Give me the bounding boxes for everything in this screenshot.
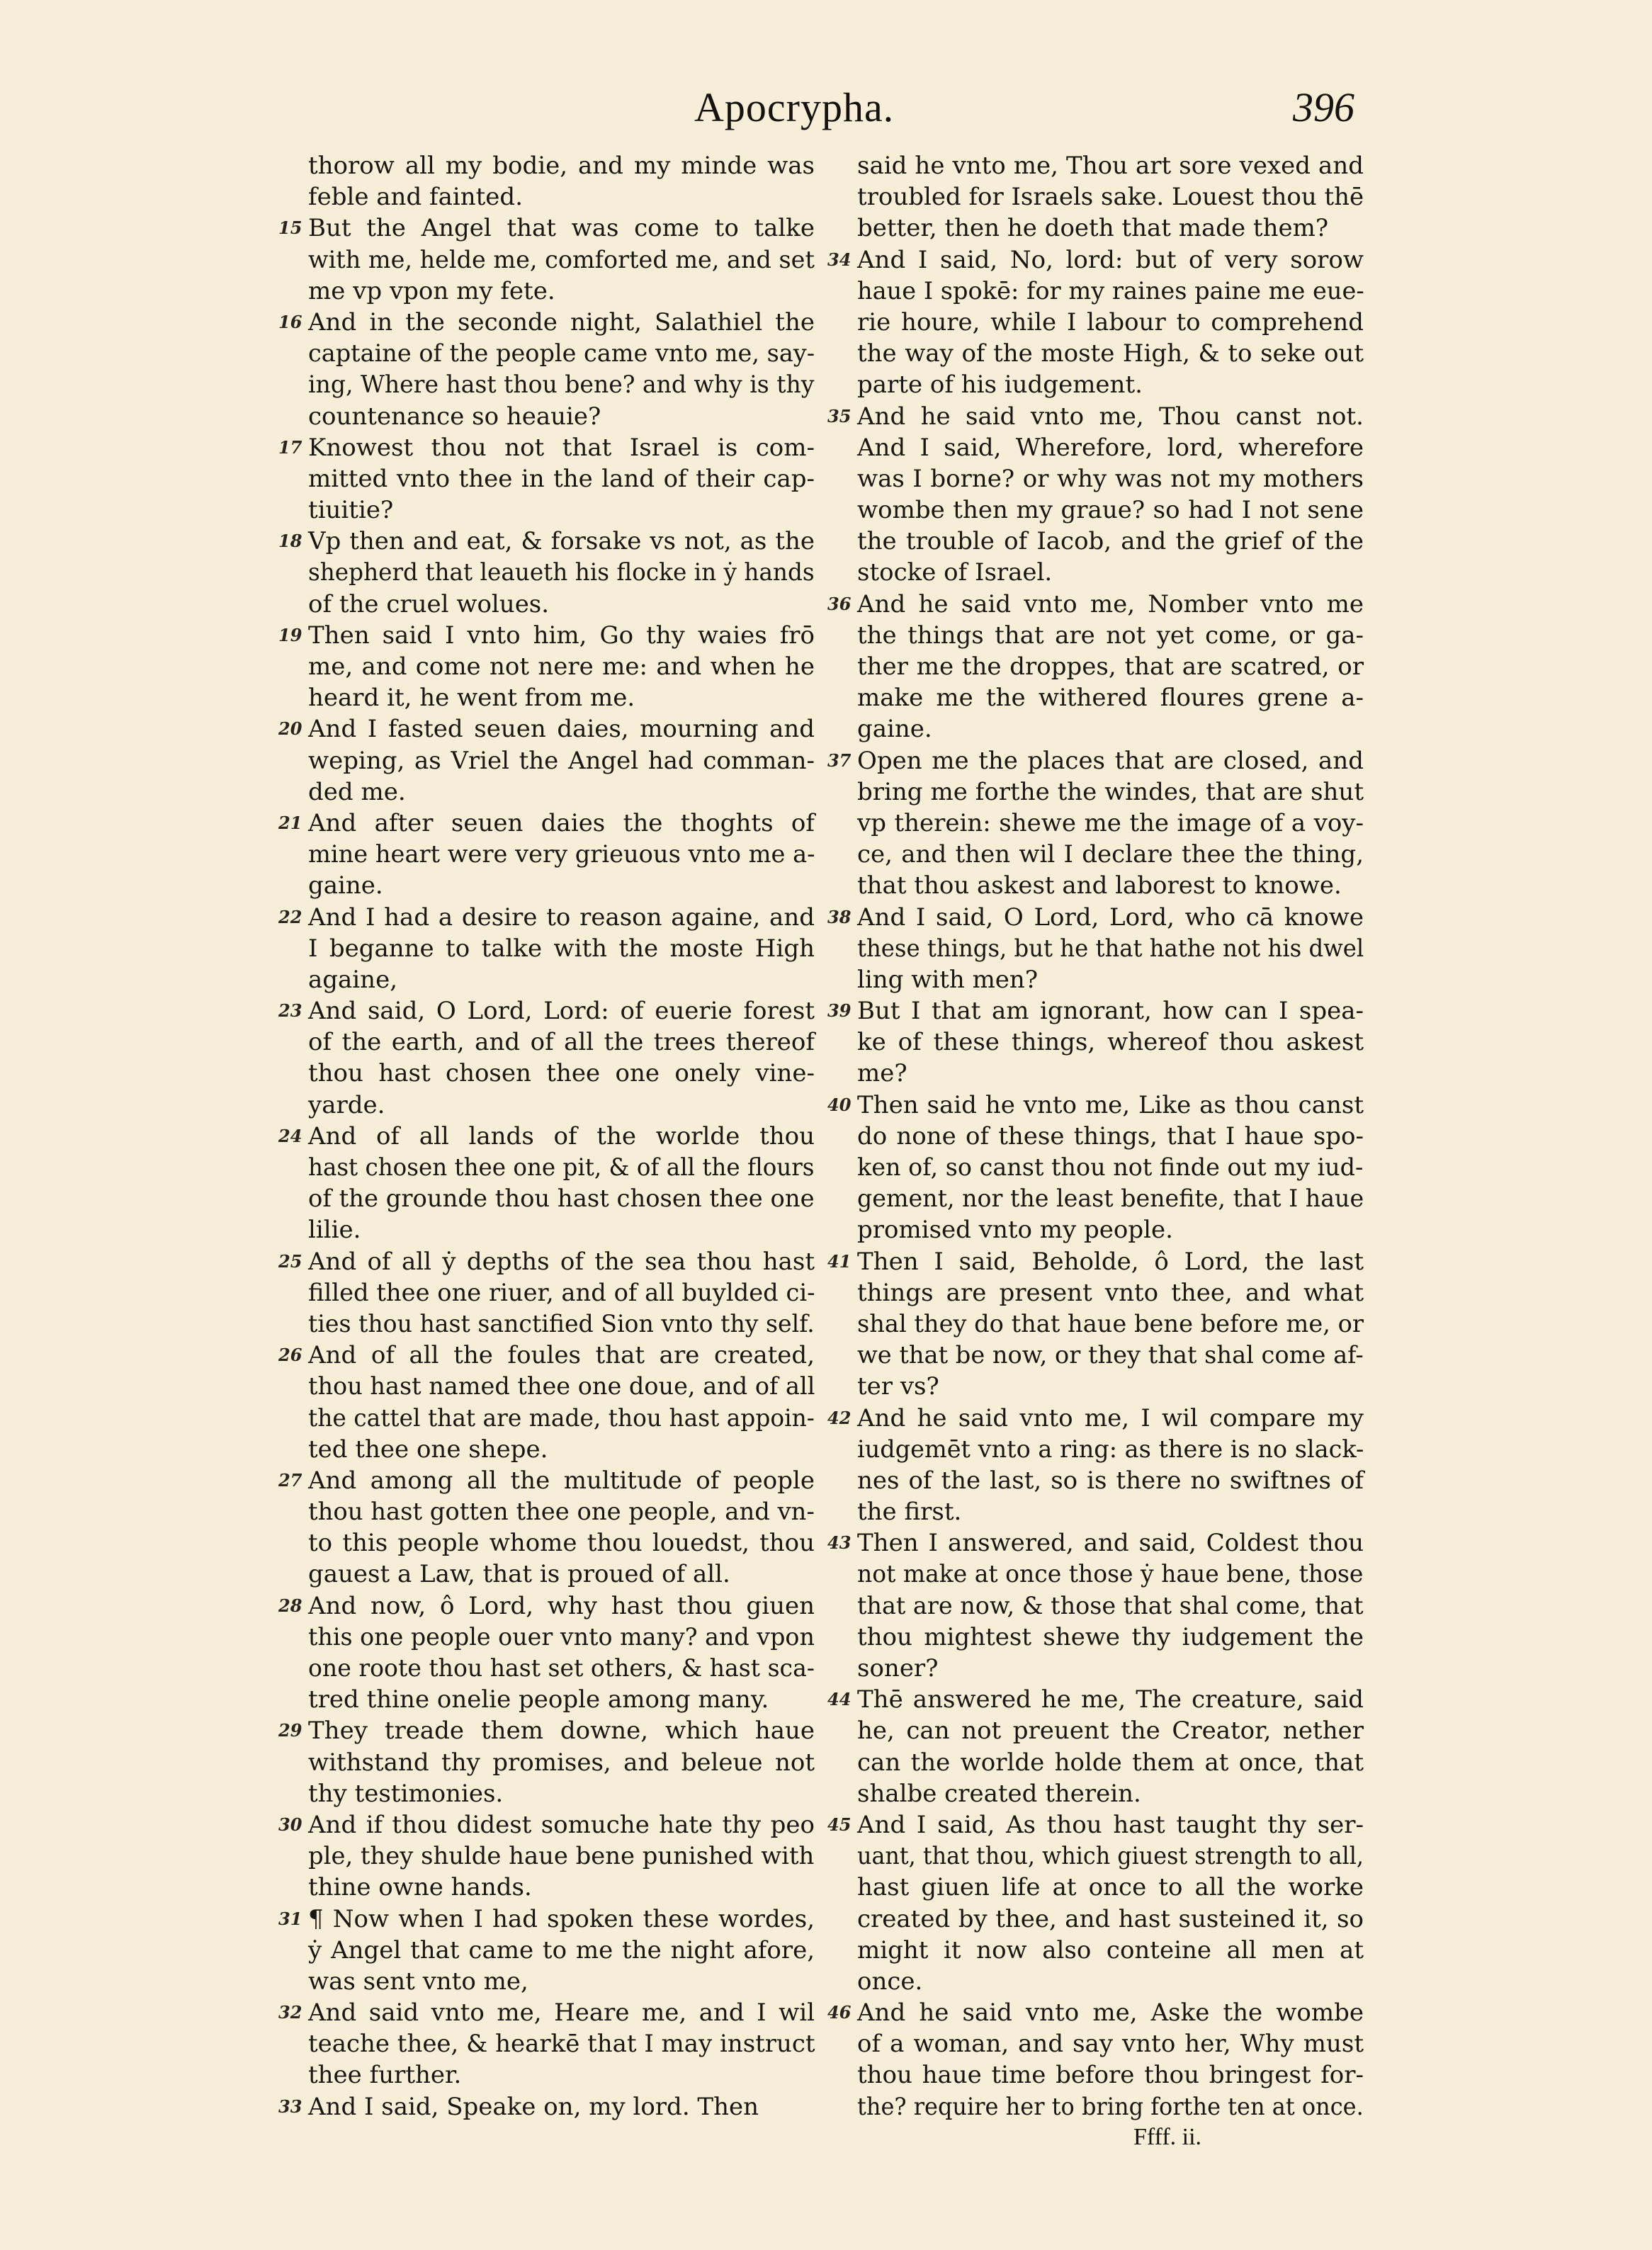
- text-line: [827, 1809, 1366, 1841]
- line-text: wombe then my graue? so had I not sene: [857, 496, 1364, 525]
- line-text: thorow all my bodie, and my minde was: [308, 152, 815, 180]
- line-text: we that be now, or they that shal come af-: [857, 1341, 1364, 1370]
- text-line: [278, 1684, 817, 1715]
- text-line: [827, 401, 1366, 432]
- text-line: [827, 1277, 1366, 1308]
- text-line: [827, 1308, 1366, 1340]
- verse-number: 16: [278, 311, 302, 332]
- text-line: [278, 1935, 817, 1966]
- running-head-title: Apocrypha.: [694, 84, 895, 130]
- line-text: shalbe created therein.: [857, 1779, 1141, 1808]
- text-line: [278, 1183, 817, 1214]
- text-line: [827, 589, 1366, 620]
- text-line: [278, 995, 817, 1027]
- verse-number: 44: [827, 1689, 852, 1710]
- line-text: And of all the foules that are created,: [308, 1341, 815, 1370]
- verse-number: 26: [278, 1345, 302, 1366]
- text-line: [278, 557, 817, 588]
- text-line: [278, 713, 817, 745]
- text-line: [827, 307, 1366, 338]
- verse-number: 43: [827, 1532, 852, 1554]
- line-text: the cattel that are made, thou hast appoin-: [308, 1403, 815, 1432]
- text-line: [278, 2028, 817, 2059]
- line-text: me vp vpon my fete.: [308, 276, 555, 305]
- line-text: gement, nor the least benefite, that I haue: [857, 1185, 1364, 1214]
- text-line: [278, 338, 817, 369]
- right-text-column: [827, 150, 1366, 2122]
- text-line: [827, 651, 1366, 682]
- text-line: [827, 1622, 1366, 1653]
- line-text: do none of these things, that I haue spo-: [857, 1121, 1364, 1151]
- text-line: [827, 1841, 1366, 1872]
- text-line: [827, 213, 1366, 244]
- line-text: Then I said, Beholde, ô Lord, the last: [857, 1247, 1364, 1276]
- verse-number: 20: [278, 718, 302, 740]
- verse-number: 31: [278, 1908, 302, 1929]
- text-line: [827, 494, 1366, 526]
- text-line: [827, 1183, 1366, 1214]
- text-line: [827, 933, 1366, 964]
- text-line: [827, 1747, 1366, 1778]
- line-text: these things, but he that hathe not his dwel: [857, 934, 1364, 963]
- text-line: [827, 244, 1366, 276]
- text-line: [278, 1590, 817, 1622]
- text-line: [278, 839, 817, 870]
- text-line: [278, 870, 817, 901]
- text-line: [278, 589, 817, 620]
- verse-number: 32: [278, 2002, 302, 2023]
- text-line: [278, 1653, 817, 1684]
- line-text: And if thou didest somuche hate thy peo: [308, 1810, 815, 1839]
- line-text: gaine.: [308, 871, 383, 900]
- text-line: [278, 651, 817, 682]
- text-line: [278, 1121, 817, 1152]
- verse-number: 17: [278, 436, 302, 458]
- text-line: [278, 213, 817, 244]
- text-line: [827, 1340, 1366, 1371]
- line-text: vp therein: shewe me the image of a voy-: [857, 808, 1364, 837]
- text-line: [827, 1403, 1366, 1434]
- text-line: [278, 1246, 817, 1277]
- verse-number: 27: [278, 1469, 302, 1491]
- line-text: ted thee one shepe.: [308, 1435, 548, 1464]
- text-line: [278, 2059, 817, 2091]
- text-line: [827, 1527, 1366, 1559]
- line-text: stocke of Israel.: [857, 558, 1053, 587]
- text-line: [827, 1121, 1366, 1152]
- line-text: thine owne hands.: [308, 1873, 532, 1902]
- text-line: [827, 557, 1366, 588]
- text-line: [278, 1622, 817, 1653]
- text-line: [827, 181, 1366, 213]
- text-line: [827, 1904, 1366, 1935]
- text-line: [827, 2028, 1366, 2059]
- text-line: [278, 181, 817, 213]
- verse-number: 15: [278, 217, 302, 239]
- line-text: of the grounde thou hast chosen thee one: [308, 1185, 815, 1214]
- line-text: Open me the places that are closed, and: [857, 746, 1364, 775]
- line-text: uant, that thou, which giuest strength to all,: [857, 1842, 1364, 1871]
- signature-mark: Ffff. ii.: [1133, 2124, 1202, 2150]
- text-line: [827, 1246, 1366, 1277]
- line-text: make me the withered floures grene a-: [857, 684, 1364, 713]
- line-text: was I borne? or why was not my mothers: [857, 464, 1364, 493]
- line-text: hast giuen life at once to all the worke: [857, 1873, 1364, 1902]
- text-line: [278, 776, 817, 808]
- verse-number: 30: [278, 1814, 302, 1835]
- line-text: And I said, Wherefore, lord, wherefore: [857, 433, 1364, 462]
- text-line: [827, 1778, 1366, 1809]
- text-line: [278, 1058, 817, 1089]
- text-line: [827, 776, 1366, 808]
- text-line: [278, 1872, 817, 1903]
- line-text: gauest a Law, that is proued of all.: [308, 1560, 730, 1589]
- text-line: [827, 150, 1366, 181]
- text-line: [827, 808, 1366, 839]
- line-text: againe,: [308, 965, 398, 994]
- verse-number: 24: [278, 1125, 302, 1146]
- line-text: And he said vnto me, Thou canst not.: [857, 402, 1364, 431]
- text-line: [827, 745, 1366, 776]
- text-line: [278, 964, 817, 995]
- line-text: Knowest thou not that Israel is com-: [308, 433, 815, 462]
- line-text: Vp then and eat, & forsake vs not, as the: [308, 527, 815, 556]
- text-line: [278, 1371, 817, 1402]
- line-text: And of all ẏ depths of the sea thou hast: [308, 1247, 815, 1276]
- line-text: me?: [857, 1059, 907, 1088]
- line-text: promised vnto my people.: [857, 1216, 1173, 1245]
- line-text: tiuitie?: [308, 496, 394, 525]
- text-line: [827, 1090, 1366, 1121]
- line-text: shal they do that haue bene before me, or: [857, 1309, 1364, 1338]
- text-line: [827, 1058, 1366, 1089]
- verse-number: 23: [278, 1000, 302, 1022]
- text-line: [278, 933, 817, 964]
- line-text: But the Angel that was come to talke: [308, 214, 815, 243]
- line-text: And he said vnto me, I wil compare my: [857, 1403, 1364, 1432]
- line-text: ce, and then wil I declare thee the thing,: [857, 840, 1364, 869]
- line-text: ¶ Now when I had spoken these wordes,: [308, 1904, 815, 1933]
- verse-number: 28: [278, 1595, 302, 1616]
- line-text: And of all lands of the worlde thou: [308, 1121, 815, 1151]
- text-line: [278, 902, 817, 933]
- line-text: withstand thy promises, and beleue not: [308, 1748, 815, 1777]
- text-line: [827, 713, 1366, 745]
- line-text: bring me forthe the windes, that are shut: [857, 777, 1364, 806]
- line-text: thee further.: [308, 2061, 462, 2090]
- line-text: countenance so heauie?: [308, 402, 601, 431]
- text-line: [827, 1715, 1366, 1746]
- line-text: with me, helde me, comforted me, and set: [308, 245, 815, 274]
- text-line: [278, 494, 817, 526]
- text-line: [278, 1747, 817, 1778]
- line-text: might it now also conteine all men at: [857, 1935, 1364, 1964]
- verse-number: 33: [278, 2096, 302, 2117]
- text-line: [827, 369, 1366, 400]
- line-text: rie houre, while I labour to comprehend: [857, 307, 1364, 337]
- verse-number: 46: [827, 2002, 852, 2023]
- text-line: [278, 1214, 817, 1245]
- line-text: that are now, & those that shal come, that: [857, 1591, 1364, 1620]
- line-text: ling with men?: [857, 965, 1039, 994]
- text-line: [827, 1590, 1366, 1622]
- verse-number: 45: [827, 1814, 852, 1835]
- text-line: [278, 369, 817, 400]
- line-text: filled thee one riuer, and of all buylded ci-: [308, 1278, 815, 1307]
- line-text: And after seuen daies the thoghts of: [308, 808, 815, 837]
- line-text: mine heart were very grieuous vnto me a-: [308, 840, 815, 869]
- line-text: weping, as Vriel the Angel had comman-: [308, 746, 815, 775]
- line-text: thou mightest shewe thy iudgement the: [857, 1622, 1364, 1651]
- line-text: of the earth, and of all the trees thereof: [308, 1028, 815, 1057]
- line-text: ded me.: [308, 777, 406, 806]
- line-text: the first.: [857, 1498, 962, 1527]
- line-text: thy testimonies.: [308, 1779, 504, 1808]
- line-text: ẏ Angel that came to me the night afore,: [308, 1935, 815, 1964]
- line-text: me, and come not nere me: and when he: [308, 652, 815, 681]
- line-text: of a woman, and say vnto her, Why must: [857, 2030, 1364, 2059]
- line-text: created by thee, and hast susteined it, so: [857, 1904, 1364, 1933]
- text-line: [827, 1872, 1366, 1903]
- text-line: [827, 1935, 1366, 1966]
- text-line: [827, 1496, 1366, 1527]
- verse-number: 18: [278, 531, 302, 552]
- line-text: thou hast named thee one doue, and of all: [308, 1372, 815, 1401]
- line-text: ke of these things, whereof thou askest: [857, 1028, 1364, 1057]
- line-text: And among all the multitude of people: [308, 1466, 815, 1495]
- verse-number: 40: [827, 1094, 852, 1115]
- line-text: And now, ô Lord, why hast thou giuen: [308, 1591, 815, 1620]
- line-text: And I said, O Lord, Lord, who cā knowe: [857, 903, 1364, 932]
- verse-number: 37: [827, 750, 852, 771]
- text-line: [278, 745, 817, 776]
- text-line: [827, 1997, 1366, 2028]
- verse-number: 22: [278, 906, 302, 927]
- text-line: [827, 526, 1366, 557]
- text-line: [278, 1434, 817, 1465]
- verse-number: 41: [827, 1250, 852, 1272]
- line-text: And I fasted seuen daies, mourning and: [308, 715, 815, 744]
- text-line: [278, 432, 817, 463]
- line-text: one roote thou hast set others, & hast sca-: [308, 1654, 815, 1683]
- line-text: captaine of the people came vnto me, say-: [308, 339, 815, 368]
- line-text: soner?: [857, 1654, 939, 1683]
- text-line: [827, 1371, 1366, 1402]
- verse-number: 34: [827, 249, 852, 270]
- line-text: ther me the droppes, that are scatred, or: [857, 652, 1364, 681]
- text-line: [827, 1465, 1366, 1496]
- text-line: [278, 1904, 817, 1935]
- left-text-column: [278, 150, 817, 2122]
- text-line: [827, 2091, 1366, 2122]
- line-text: thou hast gotten thee one people, and vn-: [308, 1498, 815, 1527]
- line-text: was sent vnto me,: [308, 1967, 528, 1996]
- text-line: [827, 1152, 1366, 1183]
- line-text: can the worlde holde them at once, that: [857, 1748, 1364, 1777]
- text-line: [278, 2091, 817, 2122]
- text-line: [827, 839, 1366, 870]
- text-line: [278, 1340, 817, 1371]
- text-line: [278, 1152, 817, 1183]
- line-text: to this people whome thou louedst, thou: [308, 1529, 815, 1558]
- text-line: [278, 620, 817, 651]
- text-line: [278, 1027, 817, 1058]
- text-line: [827, 338, 1366, 369]
- text-line: [278, 244, 817, 276]
- text-line: [278, 1997, 817, 2028]
- text-line: [278, 526, 817, 557]
- text-line: [827, 1559, 1366, 1590]
- text-line: [278, 276, 817, 307]
- text-line: [278, 808, 817, 839]
- text-line: [827, 682, 1366, 713]
- line-text: Thē answered he me, The creature, said: [857, 1685, 1364, 1714]
- line-text: that thou askest and laborest to knowe.: [857, 871, 1342, 900]
- text-line: [278, 1090, 817, 1121]
- line-text: And in the seconde night, Salathiel the: [308, 307, 815, 337]
- line-text: They treade them downe, which haue: [308, 1717, 815, 1746]
- verse-number: 39: [827, 1000, 852, 1022]
- text-line: [278, 682, 817, 713]
- text-line: [827, 964, 1366, 995]
- text-line: [827, 463, 1366, 494]
- page-number: 396: [1293, 84, 1354, 130]
- line-text: hast chosen thee one pit, & of all the flours: [308, 1153, 815, 1182]
- text-line: [278, 1527, 817, 1559]
- line-text: heard it, he went from me.: [308, 684, 635, 713]
- text-line: [827, 1653, 1366, 1684]
- verse-number: 19: [278, 624, 302, 645]
- text-line: [827, 1214, 1366, 1245]
- text-line: [278, 1559, 817, 1590]
- text-line: [278, 401, 817, 432]
- line-text: the trouble of Iacob, and the grief of the: [857, 527, 1364, 556]
- text-line: [827, 432, 1366, 463]
- line-text: not make at once those ẏ haue bene, those: [857, 1560, 1364, 1589]
- line-text: ple, they shulde haue bene punished with: [308, 1842, 815, 1871]
- line-text: thou hast chosen thee one onely vine-: [308, 1059, 815, 1088]
- line-text: And I said, As thou hast taught thy ser-: [857, 1810, 1364, 1839]
- line-text: nes of the last, so is there no swiftnes of: [857, 1466, 1364, 1495]
- line-text: feble and fainted.: [308, 183, 523, 212]
- line-text: better, then he doeth that made them?: [857, 214, 1329, 243]
- text-line: [827, 995, 1366, 1027]
- verse-number: 21: [278, 812, 302, 833]
- text-line: [278, 1778, 817, 1809]
- line-text: this one people ouer vnto many? and vpon: [308, 1622, 815, 1651]
- verse-number: 42: [827, 1407, 852, 1428]
- line-text: yarde.: [308, 1090, 385, 1119]
- line-text: I beganne to talke with the moste High: [308, 934, 815, 963]
- line-text: And I said, No, lord: but of very sorow: [857, 245, 1364, 274]
- line-text: tred thine onelie people among many.: [308, 1685, 769, 1714]
- line-text: And I had a desire to reason againe, and: [308, 903, 815, 932]
- line-text: haue I spokē: for my raines paine me eue-: [857, 276, 1364, 305]
- line-text: And he said vnto me, Nomber vnto me: [857, 589, 1364, 618]
- text-line: [827, 870, 1366, 901]
- verse-number: 35: [827, 405, 852, 426]
- line-text: thou haue time before thou bringest for-: [857, 2061, 1364, 2090]
- text-line: [278, 1277, 817, 1308]
- text-line: [278, 1403, 817, 1434]
- line-text: the? require her to bring forthe ten at once.: [857, 2092, 1364, 2121]
- text-line: [278, 463, 817, 494]
- line-text: teache thee, & hearkē that I may instruct: [308, 2030, 815, 2059]
- text-line: [827, 1027, 1366, 1058]
- line-text: And I said, Speake on, my lord. Then: [308, 2092, 759, 2121]
- text-line: [827, 620, 1366, 651]
- line-text: And he said vnto me, Aske the wombe: [857, 1999, 1364, 2028]
- text-line: [827, 276, 1366, 307]
- line-text: iudgemēt vnto a ring: as there is no slack-: [857, 1435, 1364, 1464]
- text-line: [278, 1841, 817, 1872]
- line-text: And said, O Lord, Lord: of euerie forest: [308, 997, 815, 1026]
- line-text: lilie.: [308, 1216, 361, 1245]
- line-text: Then said I vnto him, Go thy waies frō: [308, 621, 815, 650]
- line-text: ter vs?: [857, 1372, 939, 1401]
- line-text: gaine.: [857, 715, 932, 744]
- line-text: Then I answered, and said, Coldest thou: [857, 1529, 1364, 1558]
- text-line: [827, 1966, 1366, 1997]
- text-line: [278, 1966, 817, 1997]
- text-line: [278, 150, 817, 181]
- text-line: [278, 1308, 817, 1340]
- text-line: [278, 307, 817, 338]
- text-line: [278, 1465, 817, 1496]
- text-line: [278, 1496, 817, 1527]
- line-text: shepherd that leaueth his flocke in ẏ hands: [308, 558, 815, 587]
- text-line: [278, 1715, 817, 1746]
- line-text: mitted vnto thee in the land of their cap-: [308, 464, 815, 493]
- line-text: ties thou hast sanctified Sion vnto thy self.: [308, 1309, 815, 1338]
- text-line: [827, 1684, 1366, 1715]
- line-text: he, can not preuent the Creator, nether: [857, 1717, 1364, 1746]
- verse-number: 25: [278, 1250, 302, 1272]
- line-text: ken of, so canst thou not finde out my iud-: [857, 1153, 1364, 1182]
- line-text: said he vnto me, Thou art sore vexed and: [857, 152, 1364, 180]
- text-line: [827, 902, 1366, 933]
- line-text: of the cruel wolues.: [308, 589, 550, 618]
- line-text: ing, Where hast thou bene? and why is thy: [308, 371, 815, 400]
- text-line: [827, 1434, 1366, 1465]
- verse-number: 36: [827, 593, 852, 614]
- text-line: [827, 2059, 1366, 2091]
- verse-number: 29: [278, 1720, 302, 1741]
- line-text: the things that are not yet come, or ga-: [857, 621, 1364, 650]
- text-line: [278, 1809, 817, 1841]
- line-text: And said vnto me, Heare me, and I wil: [308, 1999, 815, 2028]
- line-text: But I that am ignorant, how can I spea-: [857, 997, 1364, 1026]
- line-text: the way of the moste High, & to seke out: [857, 339, 1364, 368]
- line-text: things are present vnto thee, and what: [857, 1278, 1364, 1307]
- line-text: once.: [857, 1967, 923, 1996]
- line-text: troubled for Israels sake. Louest thou thē: [857, 183, 1364, 212]
- verse-number: 38: [827, 906, 852, 927]
- line-text: Then said he vnto me, Like as thou canst: [857, 1090, 1364, 1119]
- line-text: parte of his iudgement.: [857, 371, 1143, 400]
